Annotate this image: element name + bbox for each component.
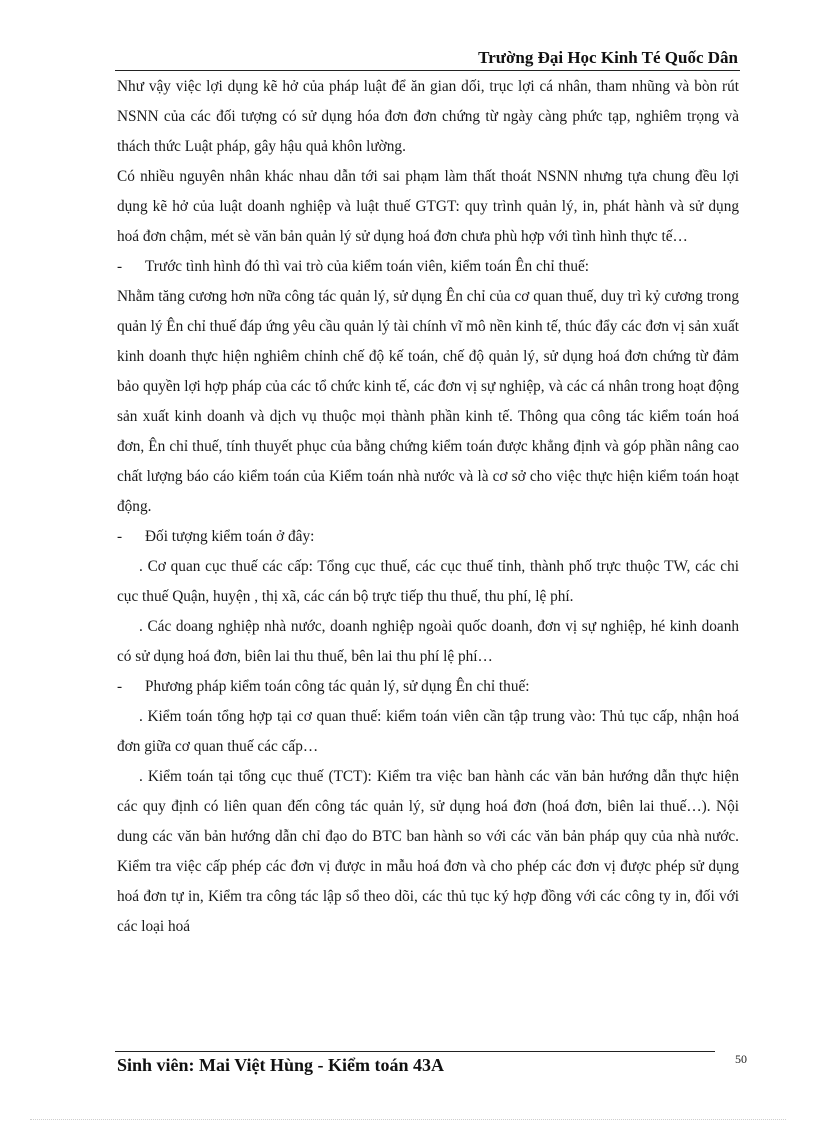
paragraph: Nhằm tăng cương hơn nữa công tác quản lý, sử dụng Ên chỉ của cơ quan thuế, duy trì kỷ cương trong quản lý Ên chỉ thuế đáp ứng yêu cầu quản lý tài chính vĩ mô nền kinh tế, thúc đẩy các đơn vị sản xuất kinh doanh thực hiện nghiêm chỉnh chế độ kế toán, chế độ quản lý, sử dụng hoá đơn chứng từ đảm bảo quyền lợi hợp pháp của các tổ chức kinh tế, các đơn vị sự nghiệp, và các cá nhân trong hoạt động sản xuất kinh doanh và dịch vụ thuộc mọi thành phần kinh tế. Thông qua công tác kiểm toán hoá đơn, Ên chỉ thuế, tính thuyết phục của bằng chứng kiểm toán được khẳng định và góp phần nâng cao chất lượng báo cáo kiểm toán của Kiểm toán nhà nước và là cơ sở cho việc thực hiện kiểm toán hoạt động. [117, 288, 739, 515]
page-bottom-border [30, 1119, 786, 1120]
paragraph: Có nhiều nguyên nhân khác nhau dẫn tới sai phạm làm thất thoát NSNN nhưng tựa chung đều lợi dụng kẽ hở của luật doanh nghiệp và luật thuế GTGT: quy trình quản lý, in, phát hành và sử dụng hoá đơn chậm, mét sè văn bản quản lý sử dụng hoá đơn chưa phù hợp với tình hình thực tế… [117, 168, 739, 245]
paragraph: . Cơ quan cục thuế các cấp: Tổng cục thuế, các cục thuế tỉnh, thành phố trực thuộc TW, các chi cục thuế Quận, huyện , thị xã, các cán bộ trực tiếp thu thuế, thu phí, lệ phí. [117, 558, 739, 605]
bullet-dash: - [117, 258, 123, 275]
footer-divider [115, 1051, 715, 1052]
paragraph: . Kiểm toán tổng hợp tại cơ quan thuế: kiểm toán viên cần tập trung vào: Thủ tục cấp, nhận hoá đơn giữa cơ quan thuế các cấp… [117, 708, 739, 755]
paragraph: . Các doang nghiệp nhà nước, doanh nghiệp ngoài quốc doanh, đơn vị sự nghiệp, hé kinh doanh có sử dụng hoá đơn, biên lai thu thuế, bên lai thu phí lệ phí… [117, 618, 739, 665]
bullet-dash: - [117, 528, 123, 545]
bullet-item [117, 252, 739, 282]
footer-author: Sinh viên: Mai Việt Hùng - Kiểm toán 43A [117, 1055, 445, 1075]
bullet-text: Trước tình hình đó thì vai trò của kiểm toán viên, kiểm toán Ên chỉ thuế: [145, 258, 590, 275]
document-body [117, 72, 739, 942]
paragraph: Như vậy việc lợi dụng kẽ hở của pháp luật để ăn gian dối, trục lợi cá nhân, tham nhũng và bòn rút NSNN của các đối tượng có sử dụng hóa đơn đơn chứng từ ngày càng phức tạp, nghiêm trọng và thách thức Luật pháp, gây hậu quả khôn lường. [117, 78, 739, 155]
bullet-text: Đối tượng kiểm toán ở đây: [145, 528, 315, 545]
bullet-item [117, 522, 739, 552]
bullet-text: Phương pháp kiểm toán công tác quản lý, sử dụng Ên chỉ thuế: [145, 678, 530, 695]
header-title: Trường Đại Học Kinh Té Quốc Dân [478, 48, 738, 67]
page-number: 50 [735, 1052, 747, 1066]
bullet-item [117, 672, 739, 702]
paragraph: . Kiểm toán tại tổng cục thuế (TCT): Kiểm tra việc ban hành các văn bản hướng dẫn thực hiện các quy định có liên quan đến công tác quản lý, sử dụng hoá đơn (hoá đơn, biên lai thuế…). Nội dung các văn bản hướng dẫn chỉ đạo do BTC ban hành so với các văn bản pháp quy của nhà nước. Kiểm tra việc cấp phép các đơn vị được in mẫu hoá đơn và cho phép các đơn vị được phép sử dụng hoá đơn tự in, Kiểm tra công tác lập sổ theo dõi, các thủ tục ký hợp đồng với các công ty in, đối với các loại hoá [117, 768, 739, 935]
header-divider [115, 70, 740, 71]
bullet-dash: - [117, 678, 123, 695]
